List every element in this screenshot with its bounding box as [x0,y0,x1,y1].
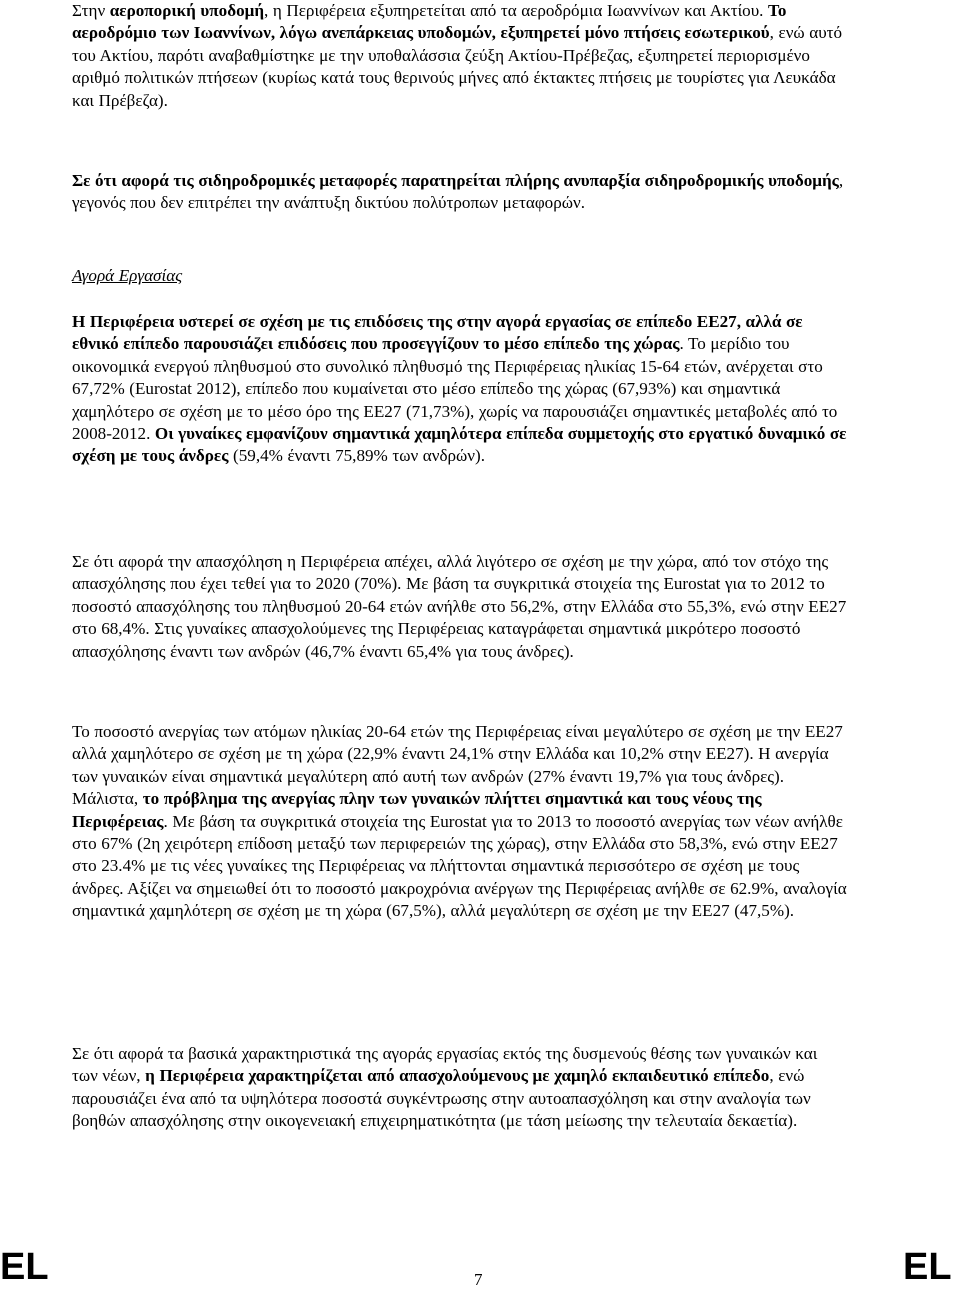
paragraph-rail [72,170,847,215]
paragraph-employment [72,551,847,663]
bold-text-segment: το πρόβλημα της ανεργίας πλην των γυναικών πλήττει σημαντικά και τους νέους της Περιφέρειας [72,789,762,831]
text-segment: , ενώ αυτό του Ακτίου, παρότι αναβαθμίστηκε με την υποθαλάσσια ζεύξη Ακτίου-Πρέβεζας, εξυπηρετεί περιορισμένο αριθμό πολιτικών πτήσεων (κυρίως κατά τους θερινούς μήνες από έκτακτες πτήσεις με τουρίστες για Λευκάδα και Πρέβεζα). [72,23,843,110]
paragraph-airport [72,0,847,112]
page-number: 7 [474,1270,483,1289]
bold-text-segment: Σε ότι αφορά τις σιδηροδρομικές μεταφορές παρατηρείται πλήρης ανυπαρξία σιδηροδρομικής υποδομής [72,171,839,190]
text-segment: (59,4% έναντι 75,89% των ανδρών). [228,446,485,466]
paragraph-labour-performance [72,311,847,468]
bold-text-segment: η Περιφέρεια χαρακτηρίζεται από απασχολούμενους με χαμηλό εκπαιδευτικό επίπεδο [145,1066,770,1086]
text-segment: Σε ότι αφορά τα βασικά χαρακτηριστικά της αγοράς εργασίας εκτός της δυσμενούς θέσης των γυναικών και των νέων, [72,1044,818,1086]
text-segment: . Το μερίδιο του οικονομικά ενεργού πληθυσμού στο συνολικό πληθυσμό της Περιφέρειας ηλικίας 15-64 ετών, ανέρχεται στο 67,72% (Eurostat 2012), επίπεδο που κυμαίνεται στο μέσο επίπεδο της χώρας (67,93%) και σημαντικά χαμηλότερο σε σχέση με το μέσο όρο της ΕΕ27 (71,73%), χωρίς να παρουσιάζει σημαντικές μεταβολές από το 2008-2012. [72,334,838,444]
footer-language-code-right: EL [903,1246,952,1288]
paragraph-unemployment [72,721,847,923]
text-segment: Σε ότι αφορά την απασχόληση η Περιφέρεια απέχει, αλλά λιγότερο σε σχέση με την χώρα, από τον στόχο της απασχόλησης που έχει τεθεί για το 2020 (70%). Με βάση τα συγκριτικά στοιχεία της Eurostat για το 2012 το ποσοστό απασχόλησης του πληθυσμού 20-64 ετών ανήλθε στο 56,2%, στην Ελλάδα στο 55,3%, ενώ στην ΕΕ27 στο 68,4%. Στις γυναίκες απασχολούμενες της Περιφέρειας καταγράφεται σημαντικά μικρότερο ποσοστό απασχόλησης έναντι των ανδρών (46,7% έναντι 65,4% για τους άνδρες). [72,552,847,661]
section-heading-labour-market: Αγορά Εργασίας [72,266,183,285]
text-segment: . Με βάση τα συγκριτικά στοιχεία της Eurostat για το 2013 το ποσοστό ανεργίας των νέων ανήλθε στο 67% (2η χειρότερη επίδοση μεταξύ των περιφερειών της χώρας), στην Ελλάδα στο 58,3%, ενώ στην ΕΕ27 στο 23.4% με τις νέες γυναίκες της Περιφέρειας να πλήττονται σημαντικά περισσότερο σε σχέση με τους άνδρες. Αξίζει να σημειωθεί ότι το ποσοστό μακροχρόνια ανέργων της Περιφέρειας ανήλθε σε 62.9%, αναλογία σημαντικά χαμηλότερη σε σχέση με τη χώρα (67,5%), αλλά μεγαλύτερη σε σχέση με την ΕΕ27 (47,5%). [72,811,847,921]
bold-text-segment: Η Περιφέρεια υστερεί σε σχέση με τις επιδόσεις της στην αγορά εργασίας σε επίπεδο ΕΕ27, αλλά σε εθνικό επίπεδο παρουσιάζει επιδόσεις που προσεγγίζουν το μέσο επίπεδο της χώρας [72,312,803,354]
bold-text-segment: Το αεροδρόμιο των Ιωαννίνων, λόγω ανεπάρκειας υποδομών, εξυπηρετεί μόνο πτήσεις εσωτερικού [72,1,787,43]
footer-language-code-left: EL [0,1246,49,1288]
text-segment: , γεγονός που δεν επιτρέπει την ανάπτυξη δικτύου πολύτροπων μεταφορών. [72,171,844,213]
text-segment: , ενώ παρουσιάζει ένα από τα υψηλότερα ποσοστά συγκέντρωσης στην αυτοαπασχόληση και στην αναλογία των βοηθών απασχόλησης στην οικογενειακή επιχειρηματικότητα (με τάση μείωσης την τελευταία δεκαετία). [72,1066,811,1131]
bold-text-segment: Οι γυναίκες εμφανίζουν σημαντικά χαμηλότερα επίπεδα συμμετοχής στο εργατικό δυναμικό σε σχέση με τους άνδρες [72,424,847,466]
text-segment: Στην [72,1,110,20]
text-segment: , η Περιφέρεια εξυπηρετείται από τα αεροδρόμια Ιωαννίνων και Ακτίου. [264,1,769,20]
paragraph-labour-characteristics [72,1043,847,1133]
bold-text-segment: αεροπορική υποδομή [109,1,265,20]
text-segment: Το ποσοστό ανεργίας των ατόμων ηλικίας 20-64 ετών της Περιφέρειας είναι μεγαλύτερο σε σχέση με την ΕΕ27 αλλά χαμηλότερο σε σχέση με τη χώρα (22,9% έναντι 24,1% στην Ελλάδα και 10,2% στην ΕΕ27). Η ανεργία των γυναικών είναι σημαντικά μεγαλύτερη από αυτή των ανδρών (27% έναντι 19,7% για τους άνδρες). Μάλιστα, [72,722,843,809]
